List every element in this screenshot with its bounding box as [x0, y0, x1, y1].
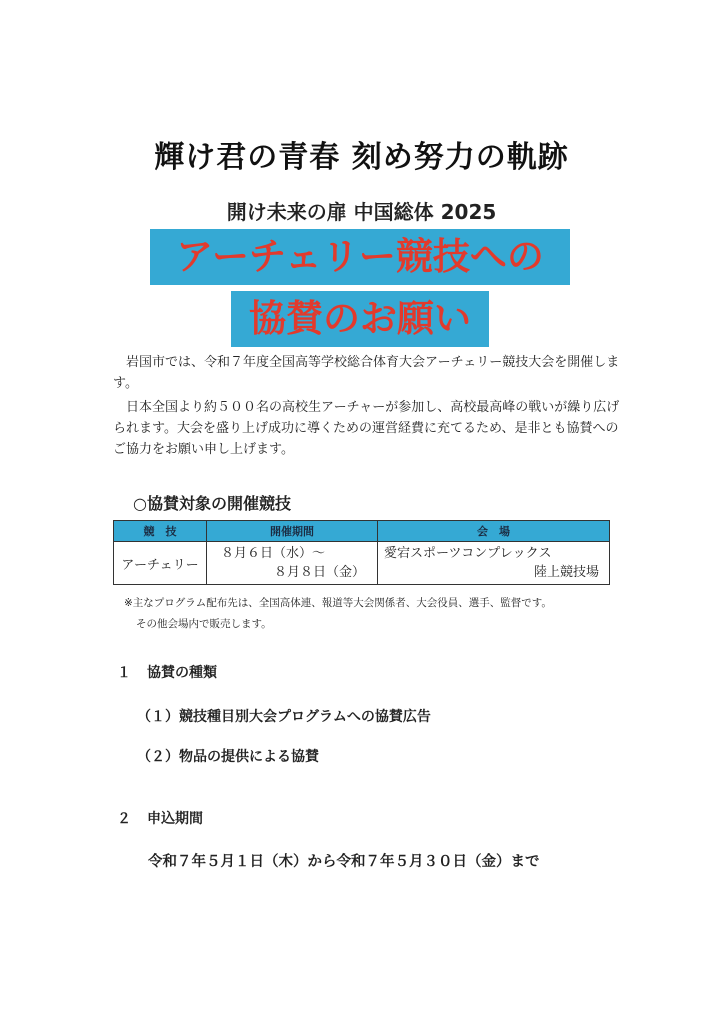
section-2-number: ２: [117, 811, 131, 827]
sponsorship-type-1: （１）競技種目別大会プログラムへの協賛広告: [137, 709, 431, 725]
application-period: 令和７年５月１日（木）から令和７年５月３０日（金）まで: [148, 854, 540, 870]
intro-paragraph-2: 日本全国より約５００名の高校生アーチャーが参加し、高校最高峰の戦いが繰り広げられます。大会を盛り上げ成功に導くための運営経費に充てるため、是非とも協賛へのご協力をお願い申し上げます。: [113, 400, 620, 457]
table-header-row: [114, 521, 610, 542]
period-cell: [207, 542, 378, 585]
intro-paragraph-1: 岩国市では、令和７年度全国高等学校総合体育大会アーチェリー競技大会を開催します。: [113, 355, 620, 391]
section-1-title: 協賛の種類: [147, 665, 217, 681]
title-banner-line2: 協賛のお願い: [231, 291, 489, 347]
column-header-venue: 会 場: [378, 521, 610, 542]
sponsorship-type-2: （２）物品の提供による協賛: [137, 749, 319, 765]
section-1-heading: [117, 662, 217, 682]
venue-cell: [378, 542, 610, 585]
intro-text: [113, 352, 623, 460]
note-line-2: その他会場内で販売します。: [136, 618, 272, 630]
event-cell: アーチェリー: [114, 542, 207, 585]
period-start: ８月６日（水）～: [221, 546, 326, 561]
period-end: ８月８日（金）: [273, 565, 365, 580]
event-subtitle: 開け未来の扉 中国総体 2025: [226, 200, 497, 224]
venue-name: 愛宕スポーツコンプレックス: [384, 546, 552, 561]
title-banner-line1: アーチェリー競技への: [150, 229, 570, 285]
section-2-title: 申込期間: [147, 811, 203, 827]
note-line-1: ※主なプログラム配布先は、全国高体連、報道等大会関係者、大会役員、選手、監督です。: [124, 597, 552, 609]
section-1-number: １: [117, 665, 131, 681]
distribution-note: [124, 593, 624, 635]
table-row: [114, 542, 610, 585]
venue-facility: 陸上競技場: [533, 565, 599, 580]
events-section-heading: ○協賛対象の開催競技: [133, 494, 291, 513]
column-header-event: 競 技: [114, 521, 207, 542]
slogan-heading: 輝け君の青春 刻め努力の軌跡: [154, 140, 569, 175]
events-table: [113, 520, 610, 585]
section-2-heading: [117, 808, 203, 828]
column-header-period: 開催期間: [207, 521, 378, 542]
